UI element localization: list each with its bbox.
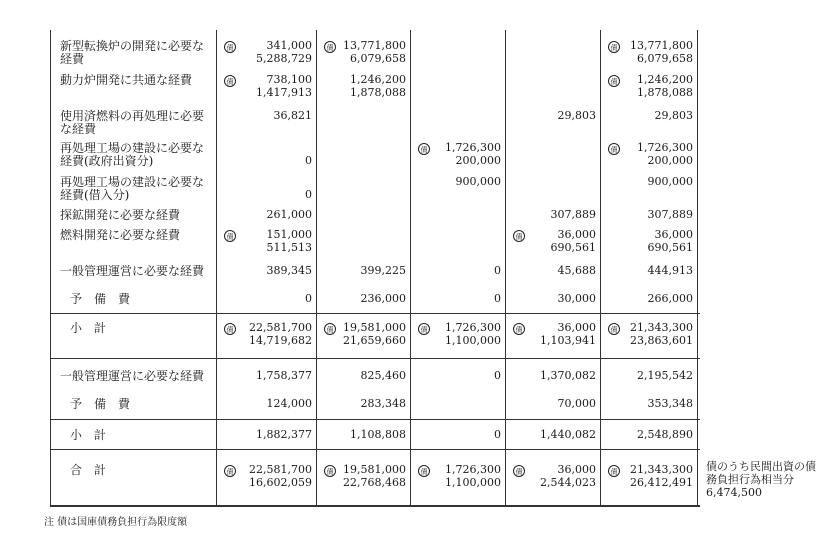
amount-value: 1,758,377 [256,369,312,382]
amount-value: 511,513 [266,241,312,254]
table-right-border [697,30,698,507]
amount-value: 0 [494,369,501,382]
debt-mark-icon: 債 [608,323,620,335]
amount-value: 124,000 [266,397,312,410]
amount-value: 21,659,660 [343,334,406,347]
debt-mark-icon: 債 [224,230,236,242]
amount-value: 36,000 [557,321,596,334]
debt-mark-icon: 債 [324,323,336,335]
remark-text: 債のうち民間出資の債務負担行為相当分 6,474,500 [706,460,816,499]
amount-value: 13,771,800 [343,39,406,52]
debt-mark-icon: 債 [224,75,236,87]
amount-value: 151,000 [266,228,312,241]
amount-value: 353,348 [647,397,693,410]
amount-value: 1,246,200 [350,73,406,86]
debt-mark-icon: 債 [513,465,525,477]
amount-value: 900,000 [455,175,501,188]
amount-value: 23,863,601 [630,334,693,347]
amount-value: 825,460 [360,369,406,382]
amount-value: 70,000 [557,397,596,410]
debt-mark-icon: 債 [224,465,236,477]
amount-value: 399,225 [360,264,406,277]
footnote: 注 債は国庫債務負担行為限度額 [44,517,188,528]
column-divider [216,30,217,507]
row-label: 一般管理運営に必要な経費 [60,264,205,278]
amount-value: 2,195,542 [637,369,693,382]
amount-value: 0 [494,264,501,277]
amount-value: 21,343,300 [630,321,693,334]
column-divider [505,30,506,507]
amount-value: 2,544,023 [540,476,596,489]
amount-value: 738,100 [266,73,312,86]
amount-value: 26,412,491 [630,476,693,489]
debt-mark-icon: 債 [608,75,620,87]
amount-value: 200,000 [455,154,501,167]
debt-mark-icon: 債 [513,323,525,335]
amount-value: 1,882,377 [256,428,312,441]
amount-value: 1,108,808 [350,428,406,441]
row-label: 使用済燃料の再処理に必要な経費 [60,109,205,136]
amount-value: 29,803 [557,109,596,122]
debt-mark-icon: 債 [324,465,336,477]
column-divider [410,30,411,507]
amount-value: 1,726,300 [445,141,501,154]
amount-value: 1,246,200 [637,73,693,86]
amount-value: 444,913 [647,264,693,277]
debt-mark-icon: 債 [418,465,430,477]
amount-value: 1,726,300 [445,463,501,476]
amount-value: 45,688 [557,264,596,277]
row-label: 燃料開発に必要な経費 [60,228,181,242]
section-rule [50,449,700,450]
row-label: 一般管理運営に必要な経費 [60,369,205,383]
amount-value: 13,771,800 [630,39,693,52]
amount-value: 22,581,700 [249,321,312,334]
amount-value: 236,000 [360,292,406,305]
amount-value: 1,103,941 [540,334,596,347]
amount-value: 389,345 [266,264,312,277]
amount-value: 1,440,082 [540,428,596,441]
amount-value: 1,370,082 [540,369,596,382]
amount-value: 22,768,468 [343,476,406,489]
section-rule [50,358,700,359]
amount-value: 21,343,300 [630,463,693,476]
amount-value: 6,079,658 [350,52,406,65]
row-label: 合 計 [70,463,107,477]
debt-mark-icon: 債 [513,230,525,242]
amount-value: 283,348 [360,397,406,410]
debt-mark-icon: 債 [608,41,620,53]
debt-mark-icon: 債 [608,465,620,477]
amount-value: 5,288,729 [256,52,312,65]
amount-value: 900,000 [647,175,693,188]
amount-value: 30,000 [557,292,596,305]
amount-value: 36,000 [654,228,693,241]
amount-value: 16,602,059 [249,476,312,489]
amount-value: 19,581,000 [343,321,406,334]
amount-value: 690,561 [550,241,596,254]
amount-value: 1,726,300 [445,321,501,334]
amount-value: 29,803 [654,109,693,122]
amount-value: 1,726,300 [637,141,693,154]
row-label: 新型転換炉の開発に必要な経費 [60,39,205,66]
debt-mark-icon: 債 [418,323,430,335]
table-bottom-rule [50,505,700,507]
debt-mark-icon: 債 [418,143,430,155]
row-label: 探鉱開発に必要な経費 [60,208,181,222]
amount-value: 22,581,700 [249,463,312,476]
row-label: 予 備 費 [70,292,131,306]
column-divider [316,30,317,507]
row-label: 動力炉開発に共通な経費 [60,73,193,87]
row-label: 再処理工場の建設に必要な経費(借入分) [60,175,205,202]
amount-value: 0 [494,428,501,441]
row-label: 予 備 費 [70,397,131,411]
debt-mark-icon: 債 [608,143,620,155]
amount-value: 0 [305,188,312,201]
section-rule [50,419,700,420]
amount-value: 1,100,000 [445,476,501,489]
debt-mark-icon: 債 [224,323,236,335]
amount-value: 1,100,000 [445,334,501,347]
amount-value: 200,000 [647,154,693,167]
amount-value: 0 [494,292,501,305]
amount-value: 2,548,890 [637,428,693,441]
amount-value: 6,079,658 [637,52,693,65]
amount-value: 36,821 [273,109,312,122]
amount-value: 690,561 [647,241,693,254]
amount-value: 261,000 [266,208,312,221]
amount-value: 307,889 [550,208,596,221]
amount-value: 1,878,088 [350,86,406,99]
amount-value: 0 [305,154,312,167]
amount-value: 1,878,088 [637,86,693,99]
row-label: 小 計 [70,428,107,442]
amount-value: 14,719,682 [249,334,312,347]
row-label: 小 計 [70,321,107,335]
amount-value: 266,000 [647,292,693,305]
amount-value: 19,581,000 [343,463,406,476]
amount-value: 36,000 [557,228,596,241]
amount-value: 341,000 [266,39,312,52]
row-label: 再処理工場の建設に必要な経費(政府出資分) [60,141,205,168]
amount-value: 36,000 [557,463,596,476]
amount-value: 0 [305,292,312,305]
column-divider [600,30,601,507]
table-left-border [50,30,51,507]
debt-mark-icon: 債 [224,41,236,53]
amount-value: 1,417,913 [256,86,312,99]
section-rule [50,313,700,314]
debt-mark-icon: 債 [324,41,336,53]
amount-value: 307,889 [647,208,693,221]
